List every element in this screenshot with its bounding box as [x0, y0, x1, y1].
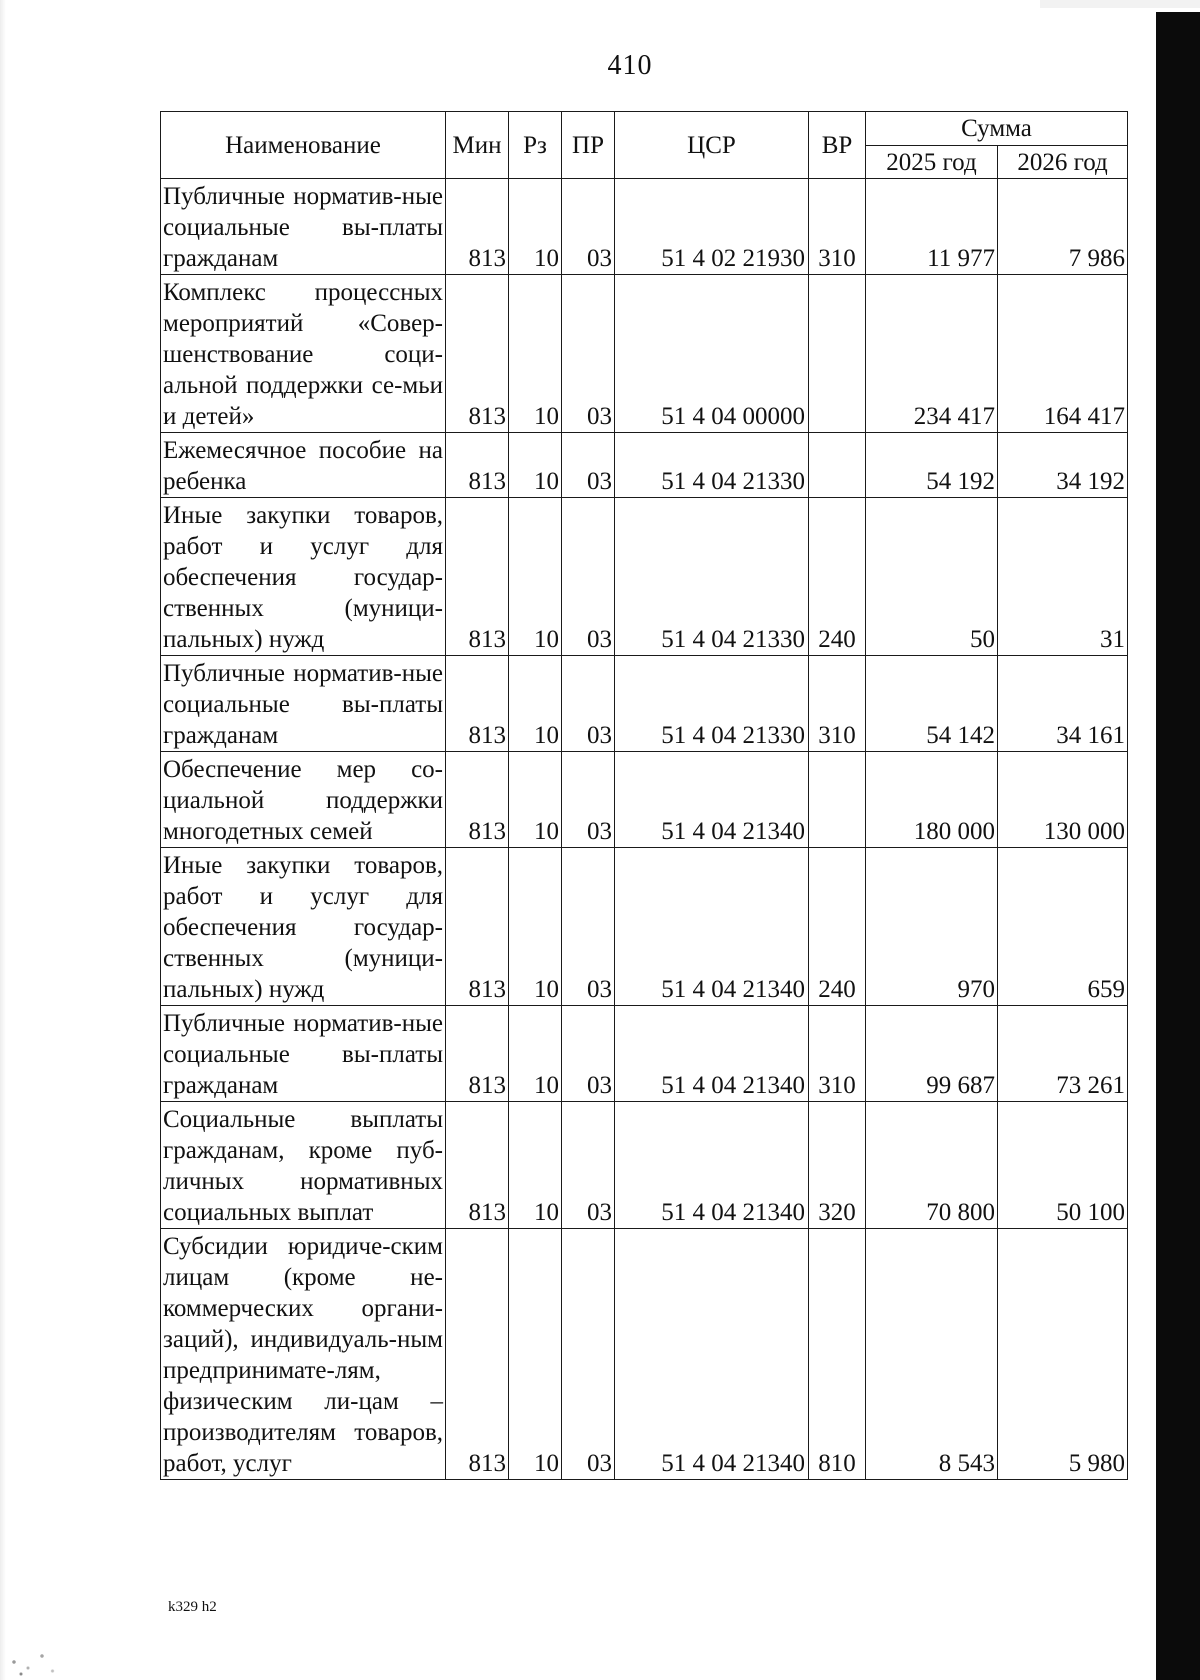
cell-name: Публичные норматив-ные социальные вы-платы гражданам — [161, 179, 446, 275]
budget-table — [160, 111, 1128, 1480]
cell-name: Комплекс процессных мероприятий «Совер-шенствование соци-альной поддержки се-мьи и детей» — [161, 275, 446, 433]
cell-vr: 240 — [809, 848, 866, 1006]
cell-min: 813 — [446, 179, 509, 275]
cell-2026: 7 986 — [998, 179, 1128, 275]
cell-csr: 51 4 04 21340 — [615, 1006, 809, 1102]
cell-pr: 03 — [562, 1102, 615, 1229]
cell-pr: 03 — [562, 1229, 615, 1480]
cell-rz: 10 — [509, 275, 562, 433]
cell-2026: 5 980 — [998, 1229, 1128, 1480]
cell-name: Ежемесячное пособие на ребенка — [161, 433, 446, 498]
cell-pr: 03 — [562, 433, 615, 498]
cell-csr: 51 4 04 21330 — [615, 433, 809, 498]
cell-2025: 8 543 — [866, 1229, 998, 1480]
cell-min: 813 — [446, 752, 509, 848]
cell-min: 813 — [446, 1006, 509, 1102]
footer-code: k329 h2 — [168, 1599, 217, 1615]
cell-pr: 03 — [562, 752, 615, 848]
cell-vr: 810 — [809, 1229, 866, 1480]
cell-min: 813 — [446, 433, 509, 498]
cell-vr: 310 — [809, 179, 866, 275]
cell-rz: 10 — [509, 1102, 562, 1229]
cell-csr: 51 4 04 21340 — [615, 1102, 809, 1229]
cell-rz: 10 — [509, 848, 562, 1006]
cell-csr: 51 4 04 21340 — [615, 848, 809, 1006]
cell-2025: 11 977 — [866, 179, 998, 275]
table-header — [161, 112, 1128, 179]
cell-2025: 54 192 — [866, 433, 998, 498]
table-row — [161, 498, 1128, 656]
table-row — [161, 179, 1128, 275]
table-row — [161, 656, 1128, 752]
cell-2025: 99 687 — [866, 1006, 998, 1102]
cell-csr: 51 4 04 21340 — [615, 1229, 809, 1480]
cell-name: Иные закупки товаров, работ и услуг для обеспечения государ-ственных (муници-пальных) нужд — [161, 848, 446, 1006]
cell-name: Субсидии юридиче-ским лицам (кроме не-коммерческих органи-заций), индивидуаль-ным предпринимате-лям, физическим ли-цам – производителям товаров, работ, услуг — [161, 1229, 446, 1480]
table-row — [161, 848, 1128, 1006]
table-row — [161, 1229, 1128, 1480]
cell-pr: 03 — [562, 656, 615, 752]
table-row — [161, 433, 1128, 498]
cell-name: Иные закупки товаров, работ и услуг для обеспечения государ-ственных (муници-пальных) нужд — [161, 498, 446, 656]
cell-vr — [809, 275, 866, 433]
cell-pr: 03 — [562, 1006, 615, 1102]
table-row — [161, 752, 1128, 848]
cell-min: 813 — [446, 1229, 509, 1480]
cell-rz: 10 — [509, 433, 562, 498]
cell-name: Публичные норматив-ные социальные вы-платы гражданам — [161, 656, 446, 752]
cell-vr: 240 — [809, 498, 866, 656]
cell-2026: 130 000 — [998, 752, 1128, 848]
scan-top-strip — [1040, 0, 1200, 8]
header-pr: ПР — [562, 112, 615, 179]
cell-2025: 970 — [866, 848, 998, 1006]
cell-2025: 70 800 — [866, 1102, 998, 1229]
header-year-2025: 2025 год — [866, 146, 998, 179]
cell-2026: 50 100 — [998, 1102, 1128, 1229]
cell-pr: 03 — [562, 498, 615, 656]
cell-2025: 234 417 — [866, 275, 998, 433]
cell-pr: 03 — [562, 275, 615, 433]
cell-2025: 54 142 — [866, 656, 998, 752]
cell-name: Социальные выплаты гражданам, кроме пуб-личных нормативных социальных выплат — [161, 1102, 446, 1229]
cell-2026: 659 — [998, 848, 1128, 1006]
header-year-2026: 2026 год — [998, 146, 1128, 179]
cell-vr: 310 — [809, 1006, 866, 1102]
cell-min: 813 — [446, 1102, 509, 1229]
cell-min: 813 — [446, 498, 509, 656]
table-row — [161, 1006, 1128, 1102]
header-name: Наименование — [161, 112, 446, 179]
table-row — [161, 275, 1128, 433]
cell-csr: 51 4 02 21930 — [615, 179, 809, 275]
header-rz: Рз — [509, 112, 562, 179]
cell-rz: 10 — [509, 1229, 562, 1480]
cell-2026: 34 192 — [998, 433, 1128, 498]
header-sum: Сумма — [866, 112, 1128, 146]
cell-pr: 03 — [562, 848, 615, 1006]
cell-2025: 50 — [866, 498, 998, 656]
cell-vr: 320 — [809, 1102, 866, 1229]
cell-name: Обеспечение мер со-циальной поддержки многодетных семей — [161, 752, 446, 848]
scan-right-border — [1156, 12, 1200, 1680]
cell-vr: 310 — [809, 656, 866, 752]
header-min: Мин — [446, 112, 509, 179]
cell-rz: 10 — [509, 1006, 562, 1102]
cell-csr: 51 4 04 21330 — [615, 656, 809, 752]
table-row — [161, 1102, 1128, 1229]
header-vr: ВР — [809, 112, 866, 179]
cell-min: 813 — [446, 656, 509, 752]
cell-rz: 10 — [509, 752, 562, 848]
cell-vr — [809, 752, 866, 848]
cell-vr — [809, 433, 866, 498]
scan-left-edge — [0, 0, 6, 1680]
cell-rz: 10 — [509, 498, 562, 656]
cell-csr: 51 4 04 21340 — [615, 752, 809, 848]
cell-rz: 10 — [509, 656, 562, 752]
cell-2025: 180 000 — [866, 752, 998, 848]
cell-2026: 34 161 — [998, 656, 1128, 752]
cell-name: Публичные норматив-ные социальные вы-платы гражданам — [161, 1006, 446, 1102]
cell-min: 813 — [446, 848, 509, 1006]
cell-2026: 73 261 — [998, 1006, 1128, 1102]
cell-2026: 31 — [998, 498, 1128, 656]
cell-csr: 51 4 04 21330 — [615, 498, 809, 656]
cell-pr: 03 — [562, 179, 615, 275]
cell-rz: 10 — [509, 179, 562, 275]
cell-csr: 51 4 04 00000 — [615, 275, 809, 433]
cell-2026: 164 417 — [998, 275, 1128, 433]
page-number: 410 — [607, 50, 653, 81]
header-csr: ЦСР — [615, 112, 809, 179]
table-body — [161, 179, 1128, 1480]
scan-speckle — [0, 1620, 70, 1680]
cell-min: 813 — [446, 275, 509, 433]
